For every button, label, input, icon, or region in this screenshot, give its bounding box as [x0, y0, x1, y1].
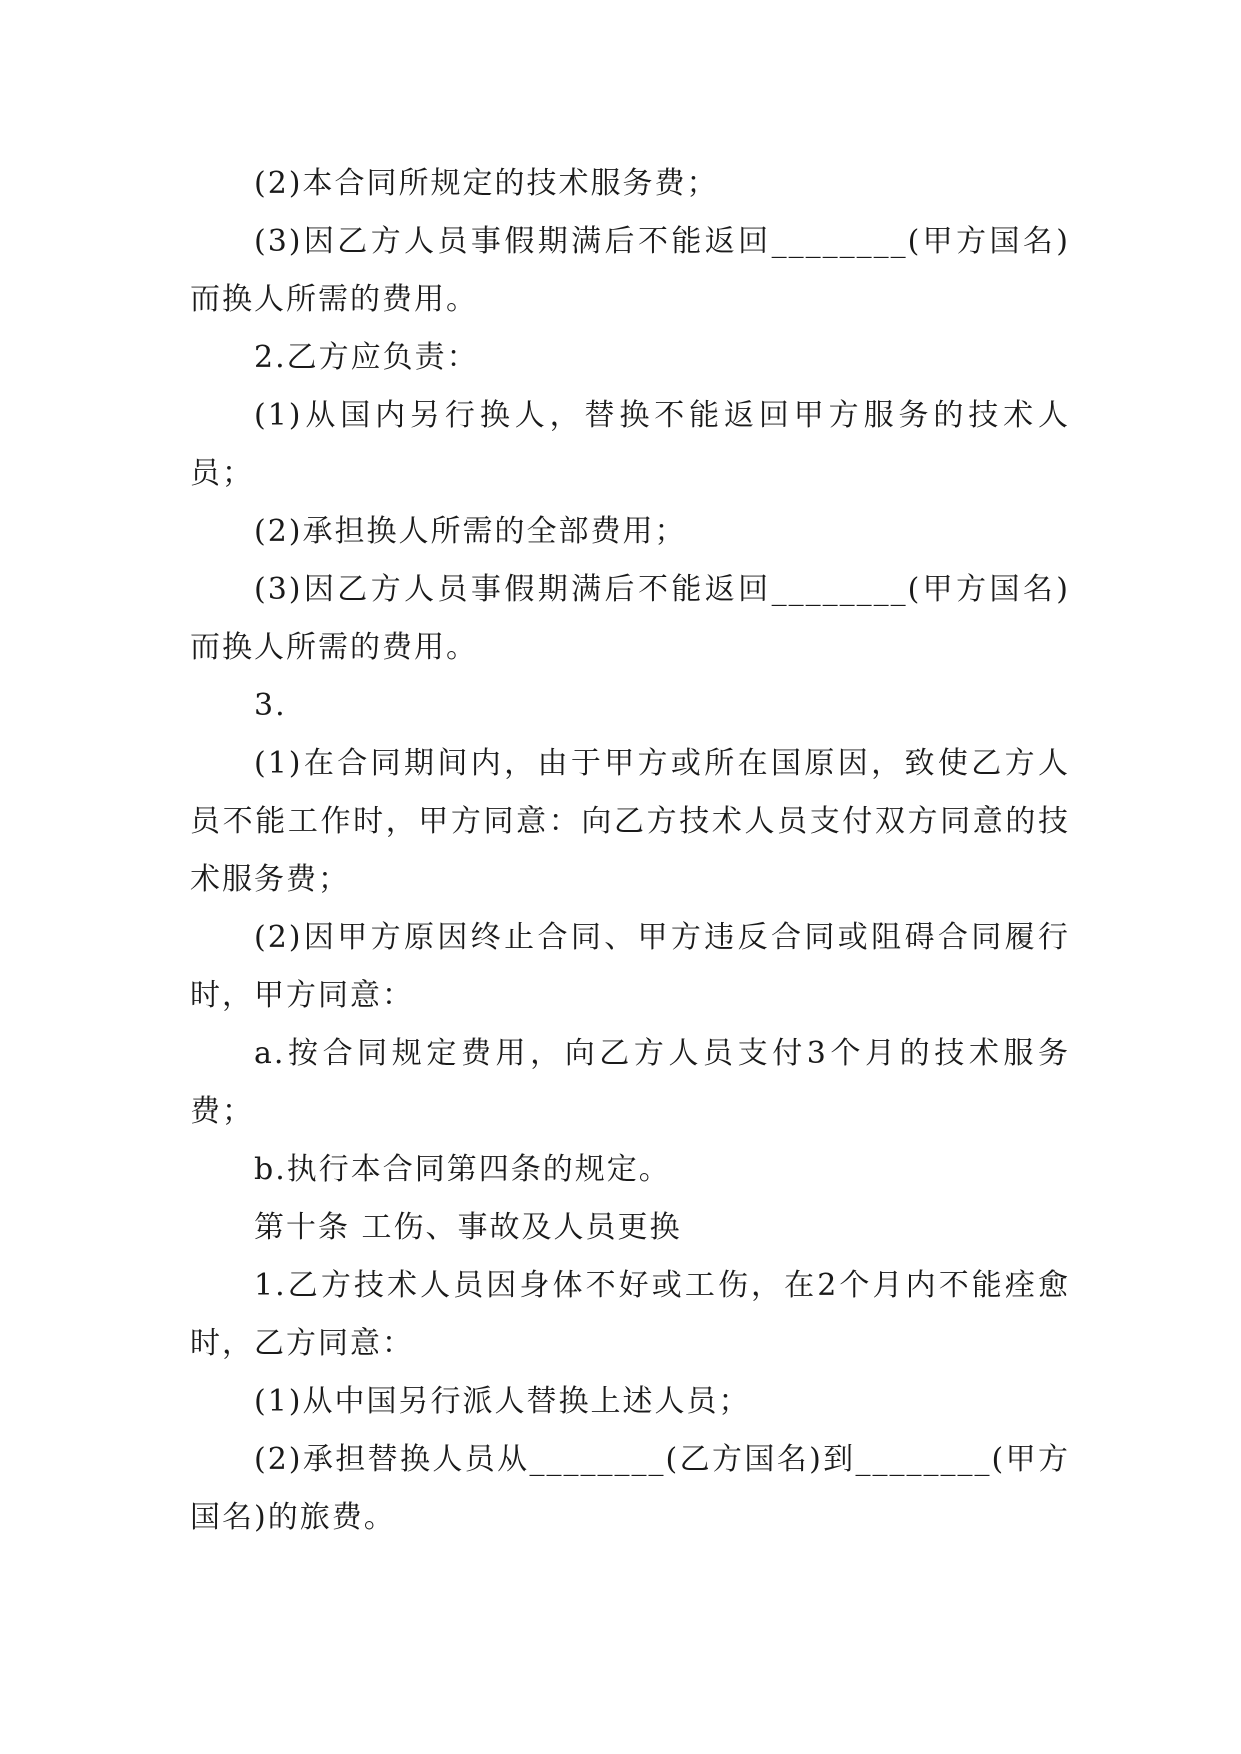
paragraph-termination: (2)因甲方原因终止合同、甲方违反合同或阻碍合同履行时，甲方同意：	[190, 920, 1070, 1013]
paragraph-clause-b: b.执行本合同第四条的规定。	[254, 1152, 671, 1187]
paragraph-bear-costs: (2)承担换人所需的全部费用；	[254, 514, 687, 549]
paragraph-clause-a: a.按合同规定费用，向乙方人员支付3个月的技术服务费；	[190, 1036, 1070, 1129]
paragraph-leave-costs: (3)因乙方人员事假期满后不能返回________(甲方国名)而换人所需的费用。	[190, 572, 1070, 665]
paragraph-injury: 1.乙方技术人员因身体不好或工伤，在2个月内不能痊愈时，乙方同意：	[190, 1268, 1070, 1361]
paragraph-send-replacement: (1)从中国另行派人替换上述人员；	[254, 1384, 751, 1419]
article-heading: 第十条 工伤、事故及人员更换	[254, 1210, 682, 1245]
paragraph-fee-item-2: (2)本合同所规定的技术服务费；	[254, 166, 719, 201]
paragraph-fee-item-3: (3)因乙方人员事假期满后不能返回________(甲方国名)而换人所需的费用。	[190, 224, 1070, 317]
paragraph-unable-to-work: (1)在合同期间内，由于甲方或所在国原因，致使乙方人员不能工作时，甲方同意：向乙方技术人员支付双方同意的技术服务费；	[190, 746, 1070, 897]
paragraph-travel-costs: (2)承担替换人员从________(乙方国名)到________(甲方国名)的旅费。	[190, 1442, 1070, 1535]
document-body	[190, 155, 1070, 1547]
paragraph-replace-personnel: (1)从国内另行换人，替换不能返回甲方服务的技术人员；	[190, 398, 1070, 491]
paragraph-section-3: 3.	[254, 688, 287, 723]
paragraph-party-b-responsibility: 2.乙方应负责：	[254, 340, 479, 375]
